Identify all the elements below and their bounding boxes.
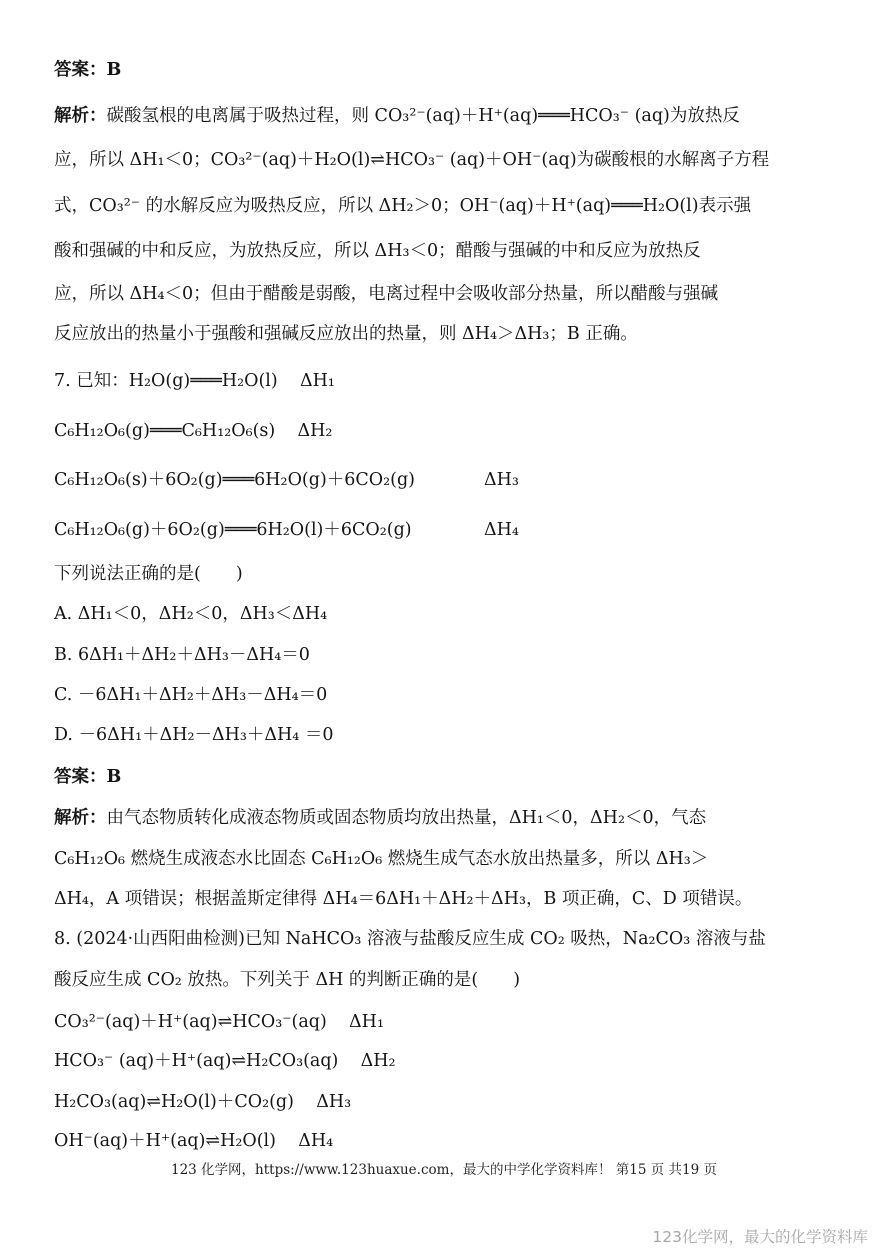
answer-value: B	[106, 767, 122, 787]
analysis-text: 反应放出的热量小于强酸和强碱反应放出的热量，则 ΔH₄＞ΔH₃；B 正确。	[54, 324, 638, 344]
reaction-equation: H₂CO₃(aq)⇌H₂O(l)＋CO₂(g) ΔH₃	[54, 1092, 352, 1112]
analysis-text: 应，所以 ΔH₁＜0；CO₃²⁻(aq)＋H₂O(l)⇌HCO₃⁻ (aq)＋OH⁻(aq)为碳酸根的水解离子方程	[54, 150, 770, 170]
option-c: C. －6ΔH₁＋ΔH₂＋ΔH₃－ΔH₄＝0	[54, 685, 328, 705]
analysis-line	[54, 238, 844, 264]
analysis-line	[54, 846, 844, 872]
question-8-stem: 8. (2024·山西阳曲检测)已知 NaHCO₃ 溶液与盐酸反应生成 CO₂ 吸热，Na₂CO₃ 溶液与盐	[54, 929, 766, 949]
analysis-line	[54, 103, 844, 129]
analysis-label: 解析：	[54, 808, 107, 828]
analysis-line	[54, 886, 844, 912]
reaction-equation: OH⁻(aq)＋H⁺(aq)⇌H₂O(l) ΔH₄	[54, 1131, 334, 1151]
answer-line-q7	[54, 764, 844, 790]
analysis-line	[54, 321, 844, 347]
analysis-text: 由气态物质转化成液态物质或固态物质均放出热量，ΔH₁＜0，ΔH₂＜0，气态	[106, 808, 707, 828]
option-a: A. ΔH₁＜0，ΔH₂＜0，ΔH₃＜ΔH₄	[54, 604, 328, 624]
reaction-equation: CO₃²⁻(aq)＋H⁺(aq)⇌HCO₃⁻(aq) ΔH₁	[54, 1012, 384, 1032]
option-b: B. 6ΔH₁＋ΔH₂＋ΔH₃－ΔH₄＝0	[54, 645, 310, 665]
enthalpy-symbol: ΔH₃	[484, 470, 519, 490]
reaction-equation: C₆H₁₂O₆(g)＋6O₂(g)═══6H₂O(l)＋6CO₂(g) ΔH₄	[54, 517, 844, 543]
analysis-text: 式，CO₃²⁻ 的水解反应为吸热反应，所以 ΔH₂＞0；OH⁻(aq)＋H⁺(aq)═══H₂O(l)表示强	[54, 196, 752, 216]
reaction-equation: C₆H₁₂O₆(g)═══C₆H₁₂O₆(s) ΔH₂	[54, 421, 333, 441]
analysis-line	[54, 805, 844, 831]
analysis-line	[54, 281, 844, 307]
reaction-equation: HCO₃⁻ (aq)＋H⁺(aq)⇌H₂CO₃(aq) ΔH₂	[54, 1051, 396, 1071]
question-7-prompt: 下列说法正确的是( )	[54, 564, 243, 584]
analysis-text: 碳酸氢根的电离属于吸热过程，则 CO₃²⁻(aq)＋H⁺(aq)═══HCO₃⁻ (aq)为放热反	[106, 106, 740, 126]
answer-label: 答案：	[54, 767, 107, 787]
watermark: 123化学网，最大的化学资料库	[652, 1228, 868, 1246]
analysis-text: 酸和强碱的中和反应，为放热反应，所以 ΔH₃＜0；醋酸与强碱的中和反应为放热反	[54, 241, 701, 261]
analysis-line	[54, 147, 844, 173]
question-7-stem: 7. 已知：H₂O(g)═══H₂O(l) ΔH₁	[54, 371, 335, 391]
option-d: D. －6ΔH₁＋ΔH₂－ΔH₃＋ΔH₄ ＝0	[54, 725, 334, 745]
page-footer: 123 化学网，https://www.123huaxue.com，最大的中学化学资料库！ 第15 页 共19 页	[171, 1162, 717, 1178]
answer-label: 答案：	[54, 60, 107, 80]
analysis-label: 解析：	[54, 106, 107, 126]
answer-line-q6	[54, 57, 844, 83]
reaction-equation: C₆H₁₂O₆(s)＋6O₂(g)═══6H₂O(g)＋6CO₂(g) ΔH₃	[54, 467, 844, 493]
question-8-stem: 酸反应生成 CO₂ 放热。下列关于 ΔH 的判断正确的是( )	[54, 970, 521, 990]
analysis-text: C₆H₁₂O₆ 燃烧生成液态水比固态 C₆H₁₂O₆ 燃烧生成气态水放出热量多，所以 ΔH₃＞	[54, 849, 709, 869]
analysis-text: 应，所以 ΔH₄＜0；但由于醋酸是弱酸，电离过程中会吸收部分热量，所以醋酸与强碱	[54, 284, 719, 304]
answer-value: B	[106, 60, 122, 80]
analysis-text: ΔH₄，A 项错误；根据盖斯定律得 ΔH₄＝6ΔH₁＋ΔH₂＋ΔH₃，B 项正确，C、D 项错误。	[54, 889, 753, 909]
analysis-line	[54, 193, 844, 219]
enthalpy-symbol: ΔH₄	[484, 520, 519, 540]
